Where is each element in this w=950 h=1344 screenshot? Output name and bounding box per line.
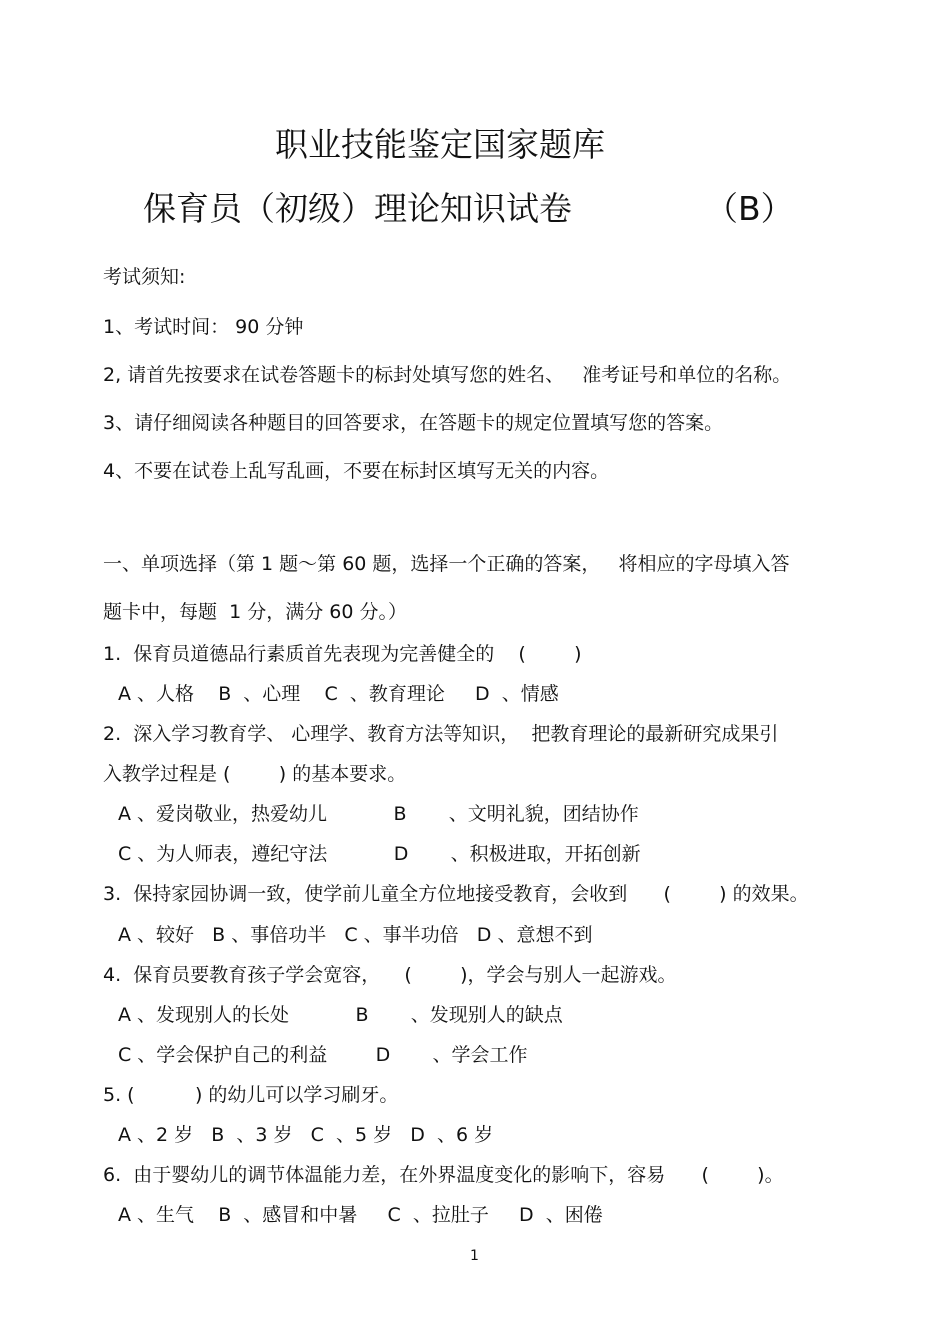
notice-item: 4、不要在试卷上乱写乱画，不要在标封区填写无关的内容。	[103, 460, 610, 482]
notice-item: 2, 请首先按要求在试卷答题卡的标封处填写您的姓名、 准考证号和单位的名称。	[103, 364, 792, 386]
question-stem: 1. 保育员道德品行素质首先表现为完善健全的 ( )	[103, 643, 582, 665]
question-options: A 、生气 B 、感冒和中暑 C 、拉肚子 D 、困倦	[118, 1204, 603, 1226]
question-options: A 、较好 B 、事倍功半 C 、事半功倍 D 、意想不到	[118, 924, 593, 946]
exam-paper-variant: （B）	[705, 189, 794, 228]
notice-heading: 考试须知:	[103, 266, 186, 288]
question-stem: 4. 保育员要教育孩子学会宽容， ( )，学会与别人一起游戏。	[103, 964, 677, 986]
question-stem: 入教学过程是 ( ) 的基本要求。	[103, 763, 407, 785]
question-options: C 、学会保护自己的利益 D 、学会工作	[118, 1044, 528, 1066]
question-stem: 5. ( ) 的幼儿可以学习刷牙。	[103, 1084, 399, 1106]
notice-item: 3、请仔细阅读各种题目的回答要求，在答题卡的规定位置填写您的答案。	[103, 412, 724, 434]
question-options: C 、为人师表，遵纪守法 D 、积极进取，开拓创新	[118, 843, 641, 865]
question-stem: 2. 深入学习教育学、 心理学、教育方法等知识， 把教育理论的最新研究成果引	[103, 723, 779, 745]
exam-paper-title: 保育员（初级）理论知识试卷	[143, 189, 572, 228]
notice-item: 1、考试时间： 90 分钟	[103, 316, 304, 338]
question-options: A 、2 岁 B 、3 岁 C 、5 岁 D 、6 岁	[118, 1124, 494, 1146]
question-options: A 、发现别人的长处 B 、发现别人的缺点	[118, 1004, 563, 1026]
section-instructions: 一、单项选择（第 1 题～第 60 题，选择一个正确的答案， 将相应的字母填入答	[103, 553, 790, 575]
question-options: A 、人格 B 、心理 C 、教育理论 D 、情感	[118, 683, 559, 705]
page-number: 1	[470, 1248, 479, 1264]
exam-bank-title: 职业技能鉴定国家题库	[275, 125, 605, 164]
question-stem: 6. 由于婴幼儿的调节体温能力差，在外界温度变化的影响下，容易 ( )。	[103, 1164, 784, 1186]
section-instructions: 题卡中，每题 1 分，满分 60 分。）	[103, 601, 407, 623]
question-stem: 3. 保持家园协调一致，使学前儿童全方位地接受教育，会收到 ( ) 的效果。	[103, 883, 809, 905]
question-options: A 、爱岗敬业，热爱幼儿 B 、文明礼貌，团结协作	[118, 803, 639, 825]
